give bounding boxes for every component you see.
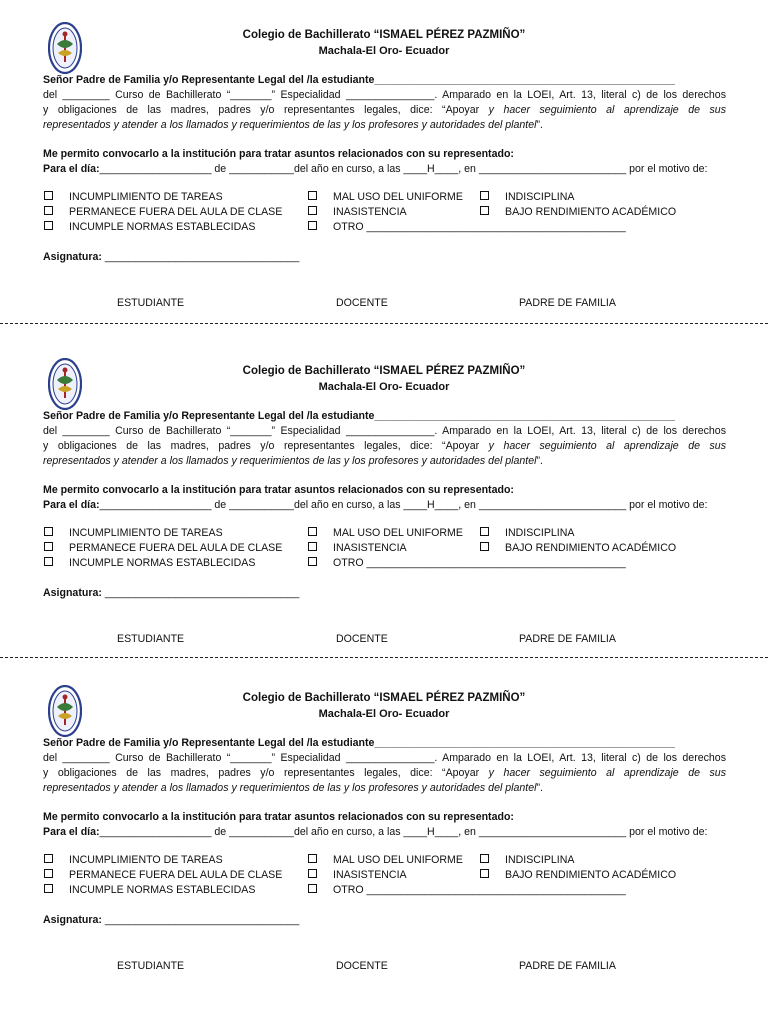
option-label: BAJO RENDIMIENTO ACADÉMICO: [505, 542, 677, 554]
subject-blank: _________________________________: [101, 587, 300, 599]
checkbox-icon[interactable]: [308, 869, 317, 878]
option-label: PERMANECE FUERA DEL AULA DE CLASE: [69, 542, 283, 554]
subject-label: Asignatura:: [43, 587, 102, 599]
loei-quote-end: ”.: [536, 455, 543, 467]
school-title: Colegio de Bachillerato “ISMAEL PÉREZ PAZMIÑO”: [242, 29, 526, 41]
school-location: Machala-El Oro- Ecuador: [318, 381, 450, 393]
option-label: INDISCIPLINA: [505, 527, 575, 539]
option-label: INASISTENCIA: [333, 542, 407, 554]
loei-line: [43, 439, 726, 454]
checkbox-option[interactable]: [308, 206, 407, 218]
checkbox-icon[interactable]: [44, 221, 53, 230]
signature-teacher: DOCENTE: [336, 297, 388, 309]
checkbox-option[interactable]: [44, 542, 282, 554]
option-label: INCUMPLE NORMAS ESTABLECIDAS: [69, 884, 256, 896]
checkbox-option[interactable]: [308, 527, 463, 539]
checkbox-option[interactable]: [44, 206, 282, 218]
school-title: Colegio de Bachillerato “ISMAEL PÉREZ PAZMIÑO”: [242, 692, 526, 704]
subject-label: Asignatura:: [43, 251, 102, 263]
loei-quote-text: representados y atender a los llamados y requerimientos de las y los profesores y autoridades del plantel: [43, 119, 537, 131]
course-line: del ________ Curso de Bachillerato “_______” Especialidad _______________. Amparado en la LOEI, Art. 13, literal c) de los derechos: [43, 752, 726, 764]
date-line: [43, 825, 726, 840]
convocation-line: Me permito convocarlo a la institución para tratar asuntos relacionados con su representado:: [43, 148, 514, 160]
loei-line: [43, 766, 726, 781]
signature-teacher: DOCENTE: [336, 960, 388, 972]
cut-line: [0, 323, 768, 324]
option-label: BAJO RENDIMIENTO ACADÉMICO: [505, 206, 677, 218]
checkbox-option[interactable]: [44, 221, 255, 233]
subject-line: [43, 586, 726, 601]
checkbox-icon[interactable]: [308, 884, 317, 893]
checkbox-icon[interactable]: [44, 557, 53, 566]
option-label: MAL USO DEL UNIFORME: [333, 191, 463, 203]
checkbox-icon[interactable]: [308, 542, 317, 551]
checkbox-icon[interactable]: [44, 542, 53, 551]
signature-parent: PADRE DE FAMILIA: [519, 297, 616, 309]
subject-blank: _________________________________: [101, 251, 300, 263]
option-label: INCUMPLIMIENTO DE TAREAS: [69, 527, 223, 539]
option-label: INCUMPLE NORMAS ESTABLECIDAS: [69, 221, 256, 233]
checkbox-icon[interactable]: [308, 557, 317, 566]
option-label: OTRO ____________________________________________: [333, 884, 626, 896]
checkbox-icon[interactable]: [308, 191, 317, 200]
loei-text: y obligaciones de las madres, padres y/o representantes legales, dice: “Apoyar: [43, 104, 489, 116]
parent-address-line: Señor Padre de Familia y/o Representante Legal del /la estudiante___________________________________________________: [43, 737, 675, 749]
checkbox-option[interactable]: [308, 542, 407, 554]
checkbox-icon[interactable]: [480, 206, 489, 215]
checkbox-icon[interactable]: [480, 527, 489, 536]
loei-quote-end: ”.: [536, 119, 543, 131]
checkbox-option[interactable]: [44, 191, 223, 203]
option-label: OTRO ____________________________________________: [333, 557, 626, 569]
checkbox-option[interactable]: [480, 191, 574, 203]
loei-quote-text: representados y atender a los llamados y requerimientos de las y los profesores y autoridades del plantel: [43, 455, 537, 467]
loei-quote-line: [43, 781, 726, 796]
option-label: PERMANECE FUERA DEL AULA DE CLASE: [69, 206, 283, 218]
checkbox-option[interactable]: [308, 557, 626, 569]
signature-parent: PADRE DE FAMILIA: [519, 960, 616, 972]
signature-student: ESTUDIANTE: [117, 297, 185, 309]
checkbox-icon[interactable]: [44, 191, 53, 200]
checkbox-icon[interactable]: [44, 854, 53, 863]
date-blanks: ___________________ de ___________del año en curso, a las ____H____, en _________________________ por el motivo de:: [99, 163, 708, 175]
school-title: Colegio de Bachillerato “ISMAEL PÉREZ PAZMIÑO”: [242, 365, 526, 377]
checkbox-option[interactable]: [44, 557, 255, 569]
option-label: INASISTENCIA: [333, 869, 407, 881]
school-location: Machala-El Oro- Ecuador: [318, 45, 450, 57]
option-label: INCUMPLIMIENTO DE TAREAS: [69, 854, 223, 866]
checkbox-option[interactable]: [480, 527, 574, 539]
loei-quote-end: ”.: [536, 782, 543, 794]
checkbox-icon[interactable]: [308, 854, 317, 863]
parent-address-line: Señor Padre de Familia y/o Representante Legal del /la estudiante___________________________________________________: [43, 74, 675, 86]
checkbox-icon[interactable]: [480, 869, 489, 878]
date-label: Para el día:: [43, 499, 100, 511]
checkbox-option[interactable]: [44, 527, 223, 539]
checkbox-option[interactable]: [308, 854, 463, 866]
checkbox-icon[interactable]: [44, 206, 53, 215]
date-blanks: ___________________ de ___________del año en curso, a las ____H____, en _________________________ por el motivo de:: [99, 499, 708, 511]
checkbox-option[interactable]: [44, 884, 255, 896]
signature-student: ESTUDIANTE: [117, 960, 185, 972]
date-label: Para el día:: [43, 826, 100, 838]
option-label: INCUMPLIMIENTO DE TAREAS: [69, 191, 223, 203]
checkbox-icon[interactable]: [44, 869, 53, 878]
checkbox-icon[interactable]: [308, 221, 317, 230]
checkbox-option[interactable]: [308, 191, 463, 203]
loei-text: y obligaciones de las madres, padres y/o representantes legales, dice: “Apoyar: [43, 440, 489, 452]
option-label: PERMANECE FUERA DEL AULA DE CLASE: [69, 869, 283, 881]
checkbox-icon[interactable]: [308, 527, 317, 536]
date-blanks: ___________________ de ___________del año en curso, a las ____H____, en _________________________ por el motivo de:: [99, 826, 708, 838]
checkbox-option[interactable]: [480, 206, 676, 218]
option-label: MAL USO DEL UNIFORME: [333, 854, 463, 866]
option-label: BAJO RENDIMIENTO ACADÉMICO: [505, 869, 677, 881]
loei-text: y obligaciones de las madres, padres y/o representantes legales, dice: “Apoyar: [43, 767, 489, 779]
school-location: Machala-El Oro- Ecuador: [318, 708, 450, 720]
cut-line: [0, 657, 768, 658]
subject-label: Asignatura:: [43, 914, 102, 926]
loei-italic-text: y hacer seguimiento al aprendizaje de sus: [488, 440, 726, 452]
option-label: INDISCIPLINA: [505, 191, 575, 203]
subject-line: [43, 913, 726, 928]
option-label: INDISCIPLINA: [505, 854, 575, 866]
checkbox-option[interactable]: [480, 854, 574, 866]
course-line: del ________ Curso de Bachillerato “_______” Especialidad _______________. Amparado en la LOEI, Art. 13, literal c) de los derechos: [43, 425, 726, 437]
date-line: [43, 162, 726, 177]
loei-italic-text: y hacer seguimiento al aprendizaje de sus: [488, 767, 726, 779]
checkbox-option[interactable]: [480, 542, 676, 554]
loei-quote-text: representados y atender a los llamados y requerimientos de las y los profesores y autoridades del plantel: [43, 782, 537, 794]
checkbox-option[interactable]: [308, 221, 626, 233]
checkbox-option[interactable]: [308, 884, 626, 896]
loei-quote-line: [43, 118, 726, 133]
parent-address-line: Señor Padre de Familia y/o Representante Legal del /la estudiante___________________________________________________: [43, 410, 675, 422]
subject-line: [43, 250, 726, 265]
citation-slip-2: [0, 340, 768, 670]
option-label: INCUMPLE NORMAS ESTABLECIDAS: [69, 557, 256, 569]
course-line: del ________ Curso de Bachillerato “_______” Especialidad _______________. Amparado en la LOEI, Art. 13, literal c) de los derechos: [43, 89, 726, 101]
checkbox-option[interactable]: [308, 869, 407, 881]
option-label: INASISTENCIA: [333, 206, 407, 218]
signature-teacher: DOCENTE: [336, 633, 388, 645]
checkbox-icon[interactable]: [480, 854, 489, 863]
checkbox-option[interactable]: [480, 869, 676, 881]
subject-blank: _________________________________: [101, 914, 300, 926]
checkbox-icon[interactable]: [480, 542, 489, 551]
checkbox-option[interactable]: [44, 869, 282, 881]
signature-parent: PADRE DE FAMILIA: [519, 633, 616, 645]
loei-line: [43, 103, 726, 118]
option-label: OTRO ____________________________________________: [333, 221, 626, 233]
checkbox-icon[interactable]: [44, 884, 53, 893]
checkbox-icon[interactable]: [308, 206, 317, 215]
checkbox-icon[interactable]: [480, 191, 489, 200]
loei-italic-text: y hacer seguimiento al aprendizaje de sus: [488, 104, 726, 116]
checkbox-option[interactable]: [44, 854, 223, 866]
convocation-line: Me permito convocarlo a la institución para tratar asuntos relacionados con su representado:: [43, 484, 514, 496]
loei-quote-line: [43, 454, 726, 469]
citation-slip-3: [0, 667, 768, 997]
signature-student: ESTUDIANTE: [117, 633, 185, 645]
option-label: MAL USO DEL UNIFORME: [333, 527, 463, 539]
citation-slip-1: [0, 4, 768, 334]
checkbox-icon[interactable]: [44, 527, 53, 536]
date-label: Para el día:: [43, 163, 100, 175]
date-line: [43, 498, 726, 513]
convocation-line: Me permito convocarlo a la institución para tratar asuntos relacionados con su representado:: [43, 811, 514, 823]
